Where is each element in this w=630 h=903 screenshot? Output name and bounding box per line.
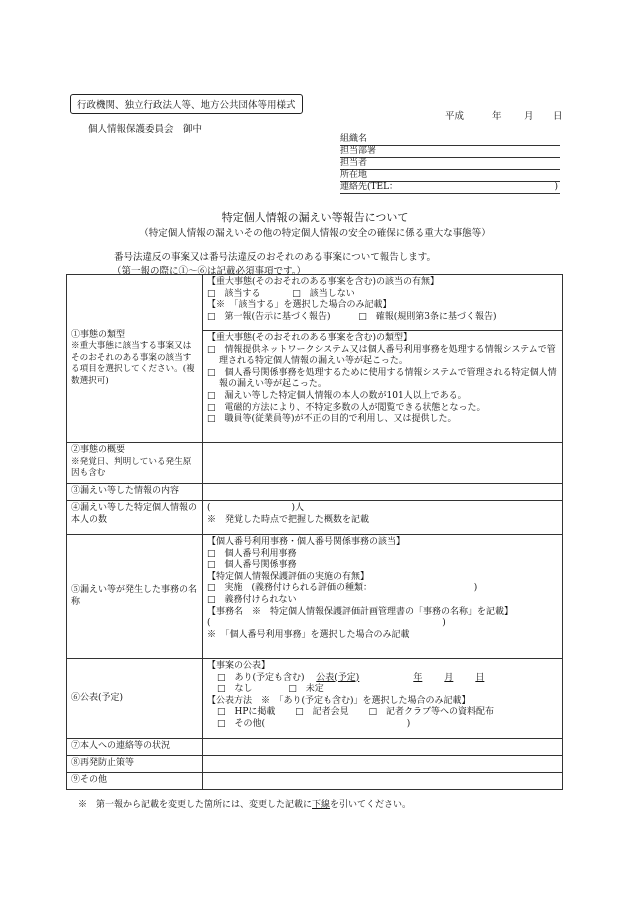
task-name-close: ) — [442, 618, 446, 629]
checkbox-publish-yes[interactable]: □ あり(予定も含む) — [217, 672, 305, 683]
checkbox-method-press-club[interactable]: □ 記者クラブ等への資料配布 — [368, 707, 494, 718]
footnote-underline: 下線 — [312, 800, 331, 810]
row6-input-cell — [203, 659, 563, 739]
row8-label-cell — [67, 756, 203, 773]
row1-type-cell — [203, 331, 563, 443]
table-row — [67, 484, 563, 501]
row4-label-cell — [67, 501, 203, 535]
checkbox-type-4[interactable]: □ 電磁的方法により、不特定多数の人が閲覧できる状態となった。 — [207, 402, 486, 413]
org-department-field[interactable] — [340, 146, 560, 158]
row5-h1: 【個人番号利用事務・個人番号関係事務の該当】 — [207, 537, 406, 547]
row6-h2: 【公表方法 ※ 「あり(予定も含む)」を選択した場合のみ記載】 — [207, 695, 471, 706]
org-name-field[interactable] — [340, 134, 560, 146]
row1-note: ※重大事態に該当する事案又はそのおそれのある事案の該当する項目を選択してください。(複数選択可) — [71, 341, 195, 386]
row1-severity-cell — [203, 275, 563, 331]
document-title: 特定個人情報の漏えい等報告について — [221, 211, 409, 224]
checkbox-assessment-done[interactable]: □ 実施 (義務付けられる評価の種類： — [207, 583, 373, 594]
org-department-label: 担当部署 — [340, 146, 377, 156]
row1-label: ①事態の類型 — [71, 329, 126, 340]
row8-input-cell[interactable] — [203, 756, 563, 773]
assessment-close: ) — [473, 583, 478, 594]
row2-note: ※発覚日、判明している発生原因も含む — [71, 456, 192, 479]
table-row — [67, 275, 563, 331]
table-row — [67, 501, 563, 535]
checkbox-not-applicable[interactable]: □ 該当しない — [292, 288, 355, 299]
row5-label-cell — [67, 535, 203, 659]
row1-a-note: 【※ 「該当する」を選択した場合のみ記載】 — [207, 300, 392, 311]
form-type-label: 行政機関、独立行政法人等、地方公共団体等用様式 — [70, 94, 303, 114]
row9-input-cell[interactable] — [203, 773, 563, 790]
row6-h1: 【事案の公表】 — [207, 661, 271, 671]
checkbox-number-related[interactable]: □ 個人番号関係事務 — [207, 560, 297, 571]
table-row — [67, 535, 563, 659]
row1-a-header: 【重大事態(そのおそれのある事案を含む)の該当の有無】 — [207, 277, 440, 287]
row7-input-cell[interactable] — [203, 739, 563, 756]
row3-label-cell — [67, 484, 203, 501]
org-contact-close: ) — [554, 182, 558, 192]
date-month: 月 — [524, 111, 534, 122]
publish-plan-label: 公表(予定) — [316, 672, 360, 683]
checkbox-type-3[interactable]: □ 漏えい等した特定個人情報の本人の数が101人以上である。 — [207, 390, 467, 401]
report-table — [66, 274, 563, 790]
row2-label-cell — [67, 443, 203, 484]
org-address-field[interactable] — [340, 170, 560, 182]
method-other-close: ) — [406, 718, 411, 729]
row6-label-cell — [67, 659, 203, 739]
footnote — [78, 797, 411, 810]
intro-text: 番号法違反の事案又は番号法違反のおそれのある事案について報告します。 — [114, 252, 437, 263]
row3-label: ③漏えい等した情報の内容 — [71, 486, 180, 496]
footnote-post: を引いてください。 — [330, 800, 412, 810]
checkbox-method-other[interactable]: □ その他( — [217, 718, 266, 729]
table-row — [67, 739, 563, 756]
document-subtitle: （特定個人情報の漏えいその他の特定個人情報の安全の確保に係る重大な事態等） — [139, 228, 491, 239]
row4-note: ※ 発覚した時点で把握した概数を記載 — [207, 514, 370, 525]
org-person-label: 担当者 — [340, 158, 368, 168]
publish-year: 年 — [413, 672, 423, 683]
person-count-field[interactable]: ( )人 — [207, 503, 305, 513]
row1-label-cell — [67, 275, 203, 443]
checkbox-type-5[interactable]: □ 職員等(従業員等)が不正の目的で利用し、又は提供した。 — [207, 414, 457, 425]
row5-h2: 【特定個人情報保護評価の実施の有無】 — [207, 571, 370, 582]
date-era: 平成 — [445, 111, 465, 122]
task-name-field[interactable] — [207, 618, 558, 630]
checkbox-number-use[interactable]: □ 個人番号利用事務 — [207, 548, 297, 559]
row3-input-cell[interactable] — [203, 484, 563, 501]
publish-day: 日 — [475, 672, 485, 683]
checkbox-applicable[interactable]: □ 該当する — [207, 288, 261, 299]
task-name-open: ( — [207, 618, 211, 629]
checkbox-publish-no[interactable]: □ なし — [217, 684, 253, 695]
row4-input-cell — [203, 501, 563, 535]
checkbox-method-web[interactable]: □ HPに掲載 — [217, 707, 276, 718]
checkbox-method-press[interactable]: □ 記者会見 — [295, 707, 349, 718]
org-address-label: 所在地 — [340, 170, 368, 180]
row7-label-cell — [67, 739, 203, 756]
table-row — [67, 773, 563, 790]
row2-input-cell[interactable] — [203, 443, 563, 484]
publish-date-field[interactable] — [316, 673, 484, 683]
table-row — [67, 659, 563, 739]
publish-month: 月 — [444, 672, 454, 683]
row6-label: ⑥公表(予定) — [71, 692, 124, 703]
intro-note: （第一報の際に①～⑥は記載必須事項です。） — [112, 266, 306, 277]
checkbox-type-1[interactable]: □ 情報提供ネットワークシステム又は個人番号利用事務を処理する情報システムで管理される特定個人情報の漏えい等が起こった。 — [207, 344, 556, 367]
row5-h3: 【事務名 ※ 特定個人情報保護評価計画管理書の「事務の名称」を記載】 — [207, 606, 514, 617]
footnote-pre: ※ 第一報から記載を変更した箇所には、変更した記載に — [78, 800, 313, 810]
table-row — [67, 756, 563, 773]
checkbox-first-report[interactable]: □ 第一報(告示に基づく報告) — [207, 311, 331, 322]
row2-label: ②事態の概要 — [71, 445, 126, 455]
org-contact-label: 連絡先(TEL： — [340, 182, 399, 192]
date-year: 年 — [492, 111, 502, 122]
org-person-field[interactable] — [340, 158, 560, 170]
row5-input-cell — [203, 535, 563, 659]
row1-b-header: 【重大事態(そのおそれのある事案を含む)の類型】 — [207, 333, 413, 343]
checkbox-assessment-not-required[interactable]: □ 義務付けられない — [207, 594, 297, 605]
row7-label: ⑦本人への連絡等の状況 — [71, 741, 171, 751]
date-day: 日 — [553, 111, 563, 122]
checkbox-type-2[interactable]: □ 個人番号関係事務を処理するために使用する情報システムで管理される特定個人情報の漏えい等が起こった。 — [207, 367, 557, 390]
checkbox-final-report[interactable]: □ 確報(規則第3条に基づく報告) — [358, 311, 497, 322]
addressee: 個人情報保護委員会 御中 — [88, 124, 203, 135]
row5-label: ⑤漏えい等が発生した事務の名称 — [71, 584, 198, 607]
org-contact-field[interactable] — [340, 182, 560, 194]
row9-label: ⑨その他 — [71, 775, 108, 785]
row9-label-cell — [67, 773, 203, 790]
checkbox-publish-undecided[interactable]: □ 未定 — [288, 684, 324, 695]
row8-label: ⑧再発防止策等 — [71, 758, 135, 768]
table-row — [67, 443, 563, 484]
row5-note: ※ 「個人番号利用事務」を選択した場合のみ記載 — [207, 629, 410, 640]
org-name-label: 組織名 — [340, 134, 368, 144]
row4-label: ④漏えい等した特定個人情報の本人の数 — [71, 503, 198, 525]
